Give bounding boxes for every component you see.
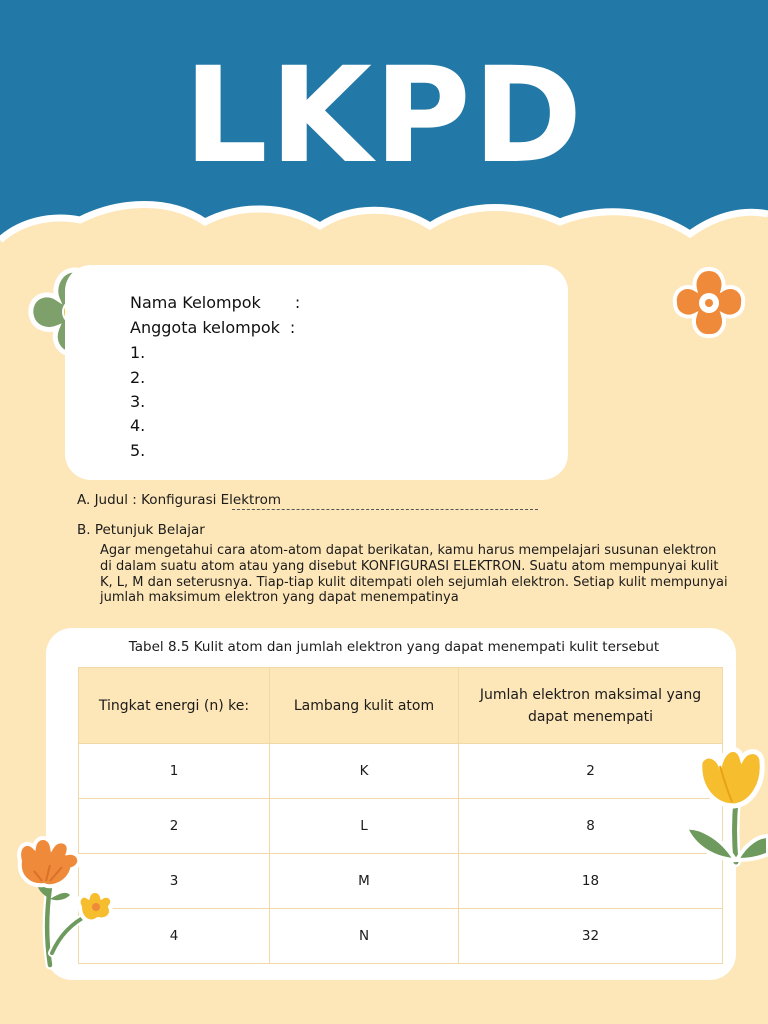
cell-shell-symbol: L	[270, 799, 459, 854]
header-energy-level: Tingkat energi (n) ke:	[79, 668, 270, 744]
member-number-5: 5.	[130, 441, 146, 460]
electron-shell-table	[78, 667, 723, 964]
cell-shell-symbol: K	[270, 744, 459, 799]
member-number-2: 2.	[130, 368, 146, 387]
section-a-title: A. Judul : Konfigurasi Elektrom	[77, 492, 282, 508]
group-name-separator: :	[294, 293, 301, 312]
page-title: LKPD	[183, 39, 585, 193]
table-header-row	[79, 668, 723, 744]
table-row	[79, 744, 723, 799]
member-number-3: 3.	[130, 392, 146, 411]
cell-energy-level: 1	[79, 744, 270, 799]
group-name-label: Nama Kelompok :	[130, 293, 301, 312]
orange-flower-icon	[668, 266, 750, 342]
orange-daisy-icon	[10, 835, 120, 975]
table-row	[79, 909, 723, 964]
yellow-tulip-icon	[680, 740, 768, 870]
title-fill-line	[232, 509, 538, 510]
table-caption: Tabel 8.5 Kulit atom dan jumlah elektron yang dapat menempati kulit tersebut	[128, 639, 660, 655]
cell-energy-level: 4	[79, 909, 270, 964]
cell-energy-level: 3	[79, 854, 270, 909]
member-number-1: 1.	[130, 343, 146, 362]
table-row	[79, 854, 723, 909]
cell-max-electrons: 2	[459, 744, 723, 799]
members-separator: :	[289, 318, 296, 337]
learning-instructions-text: Agar mengetahui cara atom-atom dapat berikatan, kamu harus mempelajari susunan elektron di dalam suatu atom atau yang disebut KONFIGURASI ELEKTRON. Suatu atom mempunyai kulit K, L, M dan seterusnya. Tiap-tiap kulit ditempati oleh sejumlah elektron. Setiap kulit mempunyai jumlah maksimum elektron yang dapat menempatinya	[100, 543, 728, 606]
cell-energy-level: 2	[79, 799, 270, 854]
members-label: Anggota kelompok :	[130, 318, 296, 337]
header-max-electrons: Jumlah elektron maksimal yang dapat menempati	[459, 668, 723, 744]
member-number-4: 4.	[130, 416, 146, 435]
table-row	[79, 799, 723, 854]
cell-max-electrons: 8	[459, 799, 723, 854]
header-shell-symbol: Lambang kulit atom	[270, 668, 459, 744]
section-b-title: B. Petunjuk Belajar	[77, 522, 205, 538]
cell-shell-symbol: N	[270, 909, 459, 964]
cell-max-electrons: 18	[459, 854, 723, 909]
cell-shell-symbol: M	[270, 854, 459, 909]
cell-max-electrons: 32	[459, 909, 723, 964]
